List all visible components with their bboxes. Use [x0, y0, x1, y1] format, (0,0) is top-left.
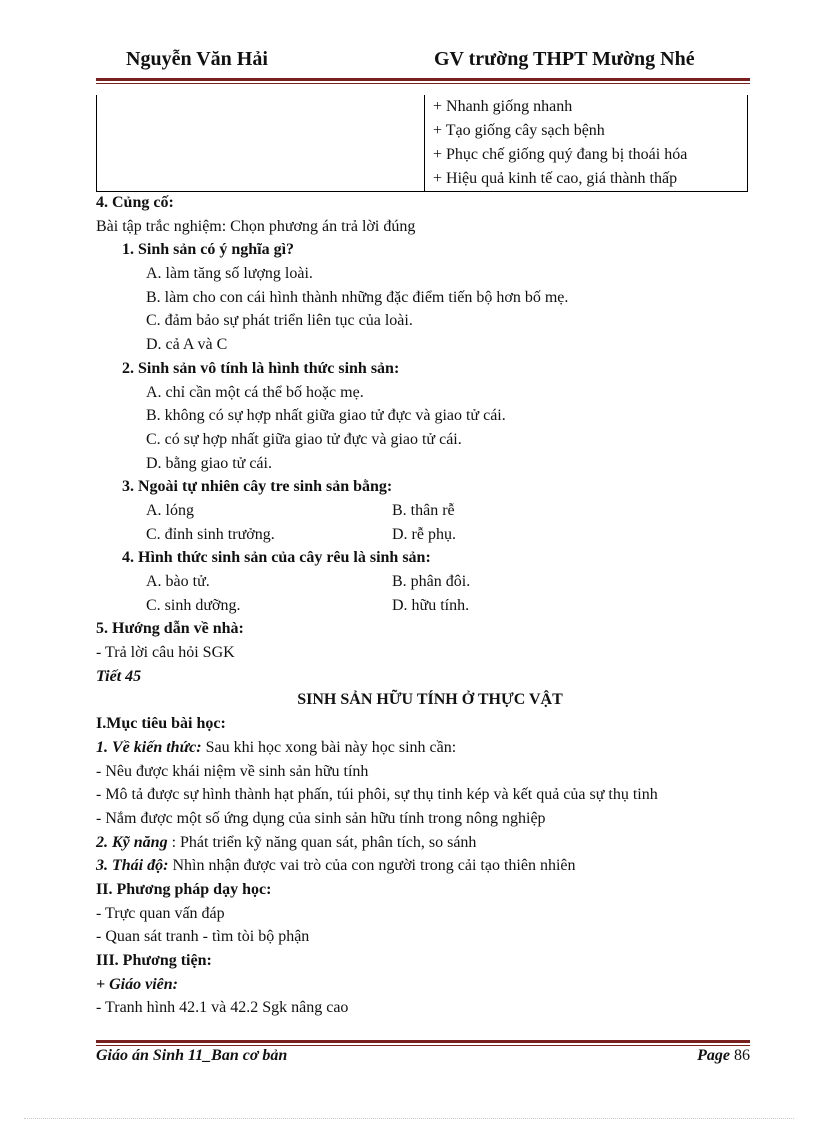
list-item: + Hiệu quả kinh tế cao, giá thành thấp — [433, 170, 678, 187]
table-row — [97, 95, 748, 192]
q1-option-c: C. đảm bảo sự phát triển liên tục của loài. — [146, 312, 413, 330]
quiz-intro: Bài tập trắc nghiệm: Chọn phương án trả lời đúng — [96, 217, 416, 235]
q4-option-d: D. hữu tính. — [392, 596, 470, 614]
lesson-number: Tiết 45 — [96, 667, 142, 685]
header-school: GV trường THPT Mường Nhé — [434, 48, 695, 70]
knowledge-line — [96, 736, 756, 760]
q3-option-d: D. rễ phụ. — [392, 525, 456, 543]
page-label: Page — [697, 1047, 730, 1064]
q3-options-row-1 — [96, 499, 756, 523]
teacher-item: - Tranh hình 42.1 và 42.2 Sgk nâng cao — [96, 999, 349, 1017]
q1-option-a: A. làm tăng số lượng loài. — [146, 265, 313, 283]
section5-heading: 5. Hướng dẫn về nhà: — [96, 620, 244, 638]
question-3: 3. Ngoài tự nhiên cây tre sinh sản bằng: — [122, 478, 393, 496]
question-4: 4. Hình thức sinh sản của cây rêu là sinh sản: — [122, 549, 431, 567]
list-item: + Nhanh giống nhanh — [433, 98, 573, 115]
list-item: + Tạo giống cây sạch bệnh — [433, 122, 605, 139]
skill-label: 2. Kỹ năng — [96, 833, 168, 851]
attitude-text: Nhìn nhận được vai trò của con người trong cải tạo thiên nhiên — [168, 857, 576, 875]
methods-item: - Trực quan vấn đáp — [96, 904, 225, 922]
lesson-title: SINH SẢN HỮU TÍNH Ở THỰC VẬT — [297, 691, 563, 709]
skill-text: : Phát triển kỹ năng quan sát, phân tích, so sánh — [167, 833, 477, 851]
section5-item: - Trả lời câu hỏi SGK — [96, 644, 235, 662]
q4-options-row-2 — [96, 594, 756, 618]
question-2: 2. Sinh sản vô tính là hình thức sinh sản: — [122, 359, 400, 377]
means-heading: III. Phương tiện: — [96, 952, 212, 969]
document-body — [96, 191, 756, 1020]
q2-option-c: C. có sự hợp nhất giữa giao tử đực và giao tử cái. — [146, 430, 462, 448]
q2-option-b: B. không có sự hợp nhất giữa giao tử đực và giao tử cái. — [146, 407, 506, 425]
header-author: Nguyễn Văn Hải — [126, 48, 268, 70]
knowledge-text: Sau khi học xong bài này học sinh cần: — [201, 738, 457, 756]
continued-table — [96, 95, 748, 192]
q4-option-c: C. sinh dưỡng. — [146, 596, 241, 614]
q4-option-b: B. phân đôi. — [392, 573, 471, 590]
q1-option-b: B. làm cho con cái hình thành những đặc điểm tiến bộ hơn bố mẹ. — [146, 288, 569, 306]
page-edge-divider — [24, 1118, 794, 1119]
q3-option-c: C. đỉnh sinh trưởng. — [146, 525, 275, 543]
skill-line — [96, 831, 756, 855]
knowledge-item: - Nắm được một số ứng dụng của sinh sản hữu tính trong nông nghiệp — [96, 809, 546, 827]
q4-option-a: A. bào tử. — [146, 573, 210, 590]
teacher-label: + Giáo viên: — [96, 975, 178, 993]
q3-option-a: A. lóng — [146, 501, 194, 519]
page-number-block — [697, 1047, 750, 1065]
knowledge-item: - Nêu được khái niệm về sinh sản hữu tính — [96, 762, 369, 780]
q2-option-d: D. bằng giao tử cái. — [146, 454, 272, 472]
attitude-line — [96, 854, 756, 878]
table-cell-left — [97, 95, 425, 192]
header-rule — [96, 78, 750, 84]
objectives-heading: I.Mục tiêu bài học: — [96, 715, 226, 733]
page-number: 86 — [734, 1047, 750, 1064]
q3-option-b: B. thân rễ — [392, 501, 455, 519]
table-cell-right — [425, 95, 748, 192]
question-1: 1. Sinh sản có ý nghĩa gì? — [122, 241, 295, 259]
q3-options-row-2 — [96, 523, 756, 547]
q1-option-d: D. cả A và C — [146, 336, 228, 354]
knowledge-item: - Mô tả được sự hình thành hạt phấn, túi phôi, sự thụ tinh kép và kết quả của sự thụ tinh — [96, 786, 658, 804]
list-item: + Phục chế giống quý đang bị thoái hóa — [433, 146, 688, 163]
q4-options-row-1 — [96, 570, 756, 594]
methods-heading: II. Phương pháp dạy học: — [96, 880, 272, 898]
page-footer — [96, 1047, 750, 1071]
methods-item: - Quan sát tranh - tìm tòi bộ phận — [96, 928, 310, 946]
q2-option-a: A. chỉ cần một cá thể bố hoặc mẹ. — [146, 383, 364, 401]
footer-rule — [96, 1040, 750, 1046]
attitude-label: 3. Thái độ: — [96, 857, 169, 875]
knowledge-label: 1. Về kiến thức: — [96, 738, 202, 756]
page-header — [96, 46, 750, 76]
section4-heading: 4. Củng cố: — [96, 194, 174, 211]
footer-title: Giáo án Sinh 11_Ban cơ bản — [96, 1047, 288, 1064]
